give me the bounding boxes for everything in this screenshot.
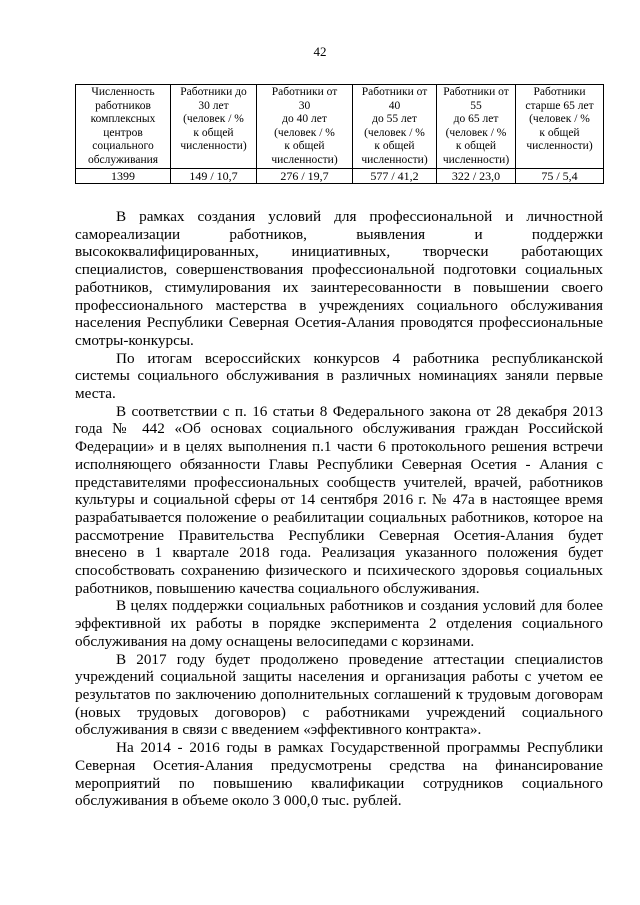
header-line: 30 лет <box>198 99 229 112</box>
page-number: 42 <box>313 44 327 59</box>
header-line: Численность <box>91 86 155 98</box>
header-line: (человек / % <box>529 113 590 126</box>
header-55-65 <box>437 85 516 169</box>
paragraph-attestation: В 2017 году будет продолжено проведение аттестации специалистов учреждений социальной защиты населения и организация работы с учетом ее результатов по заключению дополнительных соглашений к трудовым договорам (новых трудовых договоров) с работниками учреждений социального обслуживания в связи с введением «эффективного контракта». <box>75 650 603 739</box>
header-line: комплексных <box>90 113 156 126</box>
header-line: численности) <box>180 140 247 153</box>
header-total-staff <box>76 85 171 169</box>
table-cell: 149 / 10,7 <box>171 168 257 183</box>
header-line: до 40 лет <box>282 113 327 126</box>
header-line: к общей <box>374 140 415 153</box>
paragraph-funding: На 2014 - 2016 годы в рамках Государственной программы Республики Северная Осетия-Алания предусмотрены средства на финансирование мероприятий по повышению квалификации сотрудников социального обслуживания в объеме около 3 000,0 тыс. рублей. <box>75 739 603 810</box>
table-cell: 577 / 41,2 <box>353 168 437 183</box>
header-line: численности) <box>361 153 428 166</box>
header-over-65 <box>516 85 604 169</box>
header-line: социального <box>92 140 154 153</box>
header-line: работников <box>95 99 151 112</box>
header-line: (человек / % <box>183 113 244 126</box>
body-text <box>75 208 603 810</box>
header-line: центров <box>103 126 143 139</box>
header-line: к общей <box>539 126 580 139</box>
header-line: (человек / % <box>274 126 335 139</box>
paragraph-rehabilitation-regulation: В соответствии с п. 16 статьи 8 Федерального закона от 28 декабря 2013 года № 442 «Об основах социального обслуживания граждан Российской Федерации» и в целях выполнения п.1 части 6 протокольного решения встречи исполняющего обязанности Главы Республики Северная Осетия - Алания с представителями профессиональных сообществ учителей, врачей, работников культуры и социальной сферы от 14 сентября 2016 г. № 47а в настоящее время разрабатывается положение о реабилитации социальных работников, которое на рассмотрение Правительства Республики Северная Осетия-Алания будет внесено в 1 квартале 2018 года. Реализация указанного положения будет способствовать сохранению физического и психического здоровья социальных работников, повышению качества социального обслуживания. <box>75 402 603 597</box>
header-line: старше 65 лет <box>525 99 594 112</box>
paragraph-bicycles: В целях поддержки социальных работников и создания условий для более эффективной их работы в порядке эксперимента 2 отделения социального обслуживания на дому оснащены велосипедами с корзинами. <box>75 597 603 650</box>
paragraph-competition-results: По итогам всероссийских конкурсов 4 работника республиканской системы социального обслуживания в различных номинациях заняли первые места. <box>75 349 603 403</box>
staff-age-table <box>75 84 604 184</box>
header-line: Работники <box>533 86 586 98</box>
table-cell: 1399 <box>76 168 171 183</box>
header-line: до 55 лет <box>372 113 417 126</box>
header-line: Работники от <box>361 86 428 98</box>
paragraph-contests: В рамках создания условий для профессиональной и личностной самореализации работников, выявления и поддержки высококвалифицированных, инициативных, творчески работающих специалистов, совершенствования профессиональной подготовки социальных работников, стимулирования их заинтересованности в повышении своего профессионального мастерства в учреждениях социального обслуживания населения Республики Северная Осетия-Алания проводятся профессиональные смотры-конкурсы. <box>75 208 603 349</box>
header-line: 30 <box>298 99 311 112</box>
header-line: к общей <box>193 126 234 139</box>
table-header-row <box>76 85 604 169</box>
header-40-55 <box>353 85 437 169</box>
header-line: (человек / % <box>364 126 425 139</box>
header-line: численности) <box>442 153 510 166</box>
header-line: (человек / % <box>445 126 507 139</box>
table-cell: 276 / 19,7 <box>257 168 353 183</box>
header-line: 55 <box>470 99 482 112</box>
table-row <box>76 168 604 183</box>
header-line: Работники от <box>271 86 338 98</box>
header-line: обслуживания <box>87 153 159 166</box>
table-cell: 322 / 23,0 <box>437 168 516 183</box>
table-cell: 75 / 5,4 <box>516 168 604 183</box>
header-line: численности) <box>526 140 593 153</box>
header-line: к общей <box>284 140 325 153</box>
header-line: Работники до <box>180 86 247 98</box>
header-line: численности) <box>271 153 338 166</box>
header-line: до 65 лет <box>453 113 499 126</box>
header-line: к общей <box>455 140 497 153</box>
header-under-30 <box>171 85 257 169</box>
header-30-40 <box>257 85 353 169</box>
header-line: Работники от <box>443 86 509 98</box>
header-line: 40 <box>388 99 401 112</box>
